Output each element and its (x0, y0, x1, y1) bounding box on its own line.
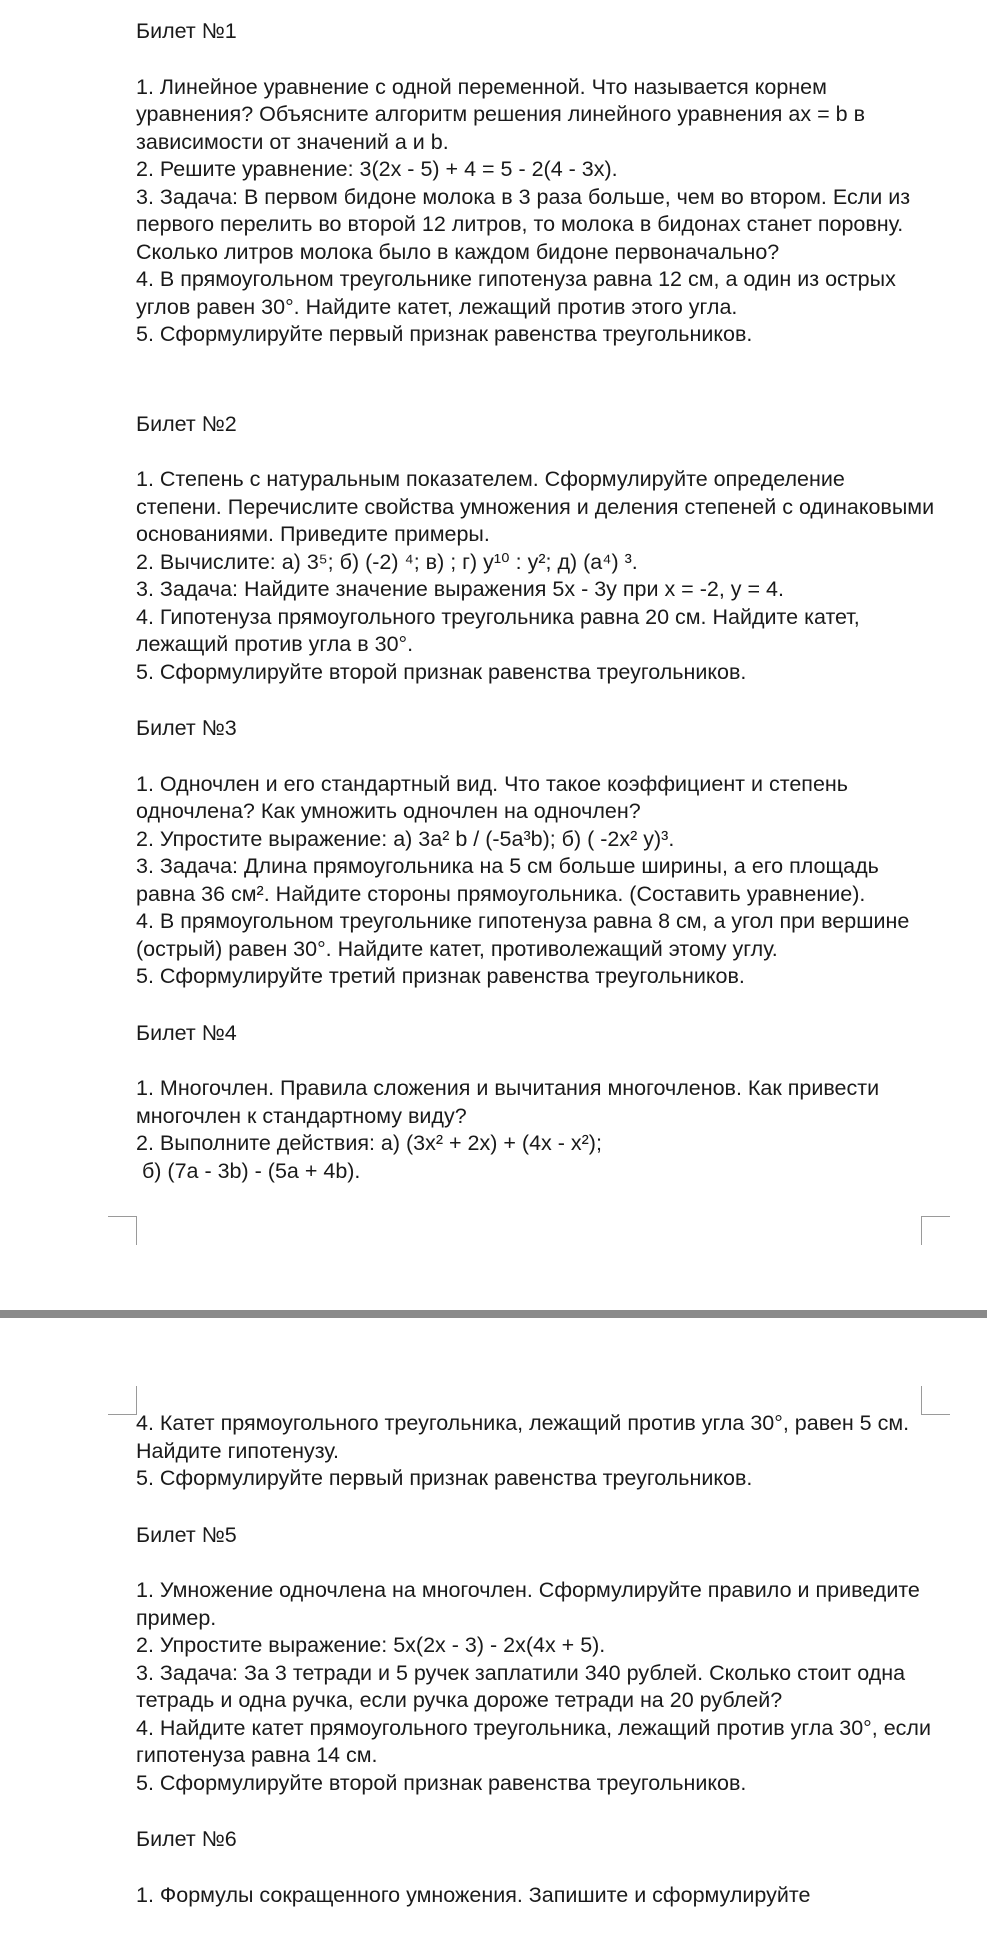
question-4: 4. Катет прямоугольного треугольника, лежащий против угла 30°, равен 5 см. Найдите гипотенузу. (136, 1411, 910, 1463)
question-2: 2. Решите уравнение: 3(2x - 5) + 4 = 5 - 2(4 - 3x). (136, 157, 618, 181)
ticket-title: Билет №3 (136, 716, 237, 740)
question-1: 1. Одночлен и его стандартный вид. Что такое коэффициент и степень одночлена? Как умножить одночлен на одночлен? (136, 771, 848, 823)
ticket-2 (136, 411, 936, 687)
question-5: 5. Сформулируйте второй признак равенства треугольников. (136, 659, 747, 684)
question-2: 2. Упростите выражение: а) 3a² b / (-5a³b); б) ( -2x² y)³. (136, 826, 675, 851)
question-4: 4. В прямоугольном треугольнике гипотенуза равна 8 см, а угол при вершине (острый) равен 30°. Найдите катет, противолежащий этому углу. (136, 909, 910, 961)
question-1: 1. Многочлен. Правила сложения и вычитания многочленов. Как привести многочлен к стандартному виду? (136, 1076, 880, 1128)
ticket-5 (136, 1522, 936, 1798)
question-5: 5. Сформулируйте первый признак равенства треугольников. (136, 322, 753, 346)
question-2: 2. Упростите выражение: 5x(2x - 3) - 2x(4x + 5). (136, 1633, 606, 1657)
ticket-title: Билет №4 (136, 1020, 237, 1045)
ticket-1 (136, 18, 936, 349)
question-4: 4. Найдите катет прямоугольного треугольника, лежащий против угла 30°, если гипотенуза равна 14 см. (136, 1715, 931, 1767)
ticket-title: Билет №2 (136, 411, 237, 436)
question-5: 5. Сформулируйте второй признак равенства треугольников. (136, 1770, 747, 1795)
page-corner-mark (108, 1216, 137, 1245)
page-corner-mark (921, 1386, 950, 1415)
page-2-content (136, 1410, 936, 1959)
question-3: 3. Задача: За 3 тетради и 5 ручек заплатили 340 рублей. Сколько стоит одна тетрадь и одна ручка, если ручка дороже тетради на 20 рублей? (136, 1660, 906, 1712)
question-3: 3. Задача: В первом бидоне молока в 3 раза больше, чем во втором. Если из первого перелить во второй 12 литров, то молока в бидонах станет поровну. Сколько литров молока было в каждом бидоне первоначально? (136, 184, 911, 264)
question-1: 1. Формулы сокращенного умножения. Запишите и сформулируйте (136, 1882, 811, 1907)
question-1: 1. Линейное уравнение с одной переменной. Что называется корнем уравнения? Объясните алгоритм решения линейного уравнения ax = b в зависимости от значений a и b. (136, 74, 865, 154)
question-5: 5. Сформулируйте третий признак равенства треугольников. (136, 964, 745, 988)
question-4: 4. В прямоугольном треугольнике гипотенуза равна 12 см, а один из острых углов равен 30°. Найдите катет, лежащий против этого угла. (136, 267, 896, 319)
question-1: 1. Степень с натуральным показателем. Сформулируйте определение степени. Перечислите свойства умножения и деления степеней с одинаковыми основаниями. Приведите примеры. (136, 467, 935, 546)
question-3: 3. Задача: Длина прямоугольника на 5 см больше ширины, а его площадь равна 36 см². Найдите стороны прямоугольника. (Составить уравнение). (136, 854, 879, 906)
ticket-title: Билет №5 (136, 1522, 237, 1547)
document-page-2 (0, 1318, 987, 1920)
page-1-content (136, 18, 936, 1235)
ticket-3 (136, 715, 936, 991)
question-2: 2. Вычислите: а) 3⁵; б) (-2) ⁴; в) ; г) y¹⁰ : y²; д) (a⁴) ³. (136, 549, 638, 574)
ticket-4 (136, 1020, 936, 1186)
ticket-4-continuation (136, 1410, 936, 1493)
question-4: 4. Гипотенуза прямоугольного треугольника равна 20 см. Найдите катет, лежащий против угла в 30°. (136, 604, 860, 656)
ticket-title: Билет №6 (136, 1827, 237, 1851)
ticket-6 (136, 1826, 936, 1909)
question-5: 5. Сформулируйте первый признак равенства треугольников. (136, 1466, 753, 1490)
page-corner-mark (108, 1386, 137, 1415)
question-3: 3. Задача: Найдите значение выражения 5x - 3y при x = -2, y = 4. (136, 577, 784, 601)
question-1: 1. Умножение одночлена на многочлен. Сформулируйте правило и приведите пример. (136, 1578, 920, 1630)
page-corner-mark (921, 1216, 950, 1245)
ticket-title: Билет №1 (136, 19, 237, 43)
question-2: 2. Выполните действия: а) (3x² + 2x) + (4x - x²); (136, 1131, 602, 1155)
page-separator (0, 1310, 987, 1318)
question-2b: б) (7a - 3b) - (5a + 4b). (136, 1158, 361, 1183)
